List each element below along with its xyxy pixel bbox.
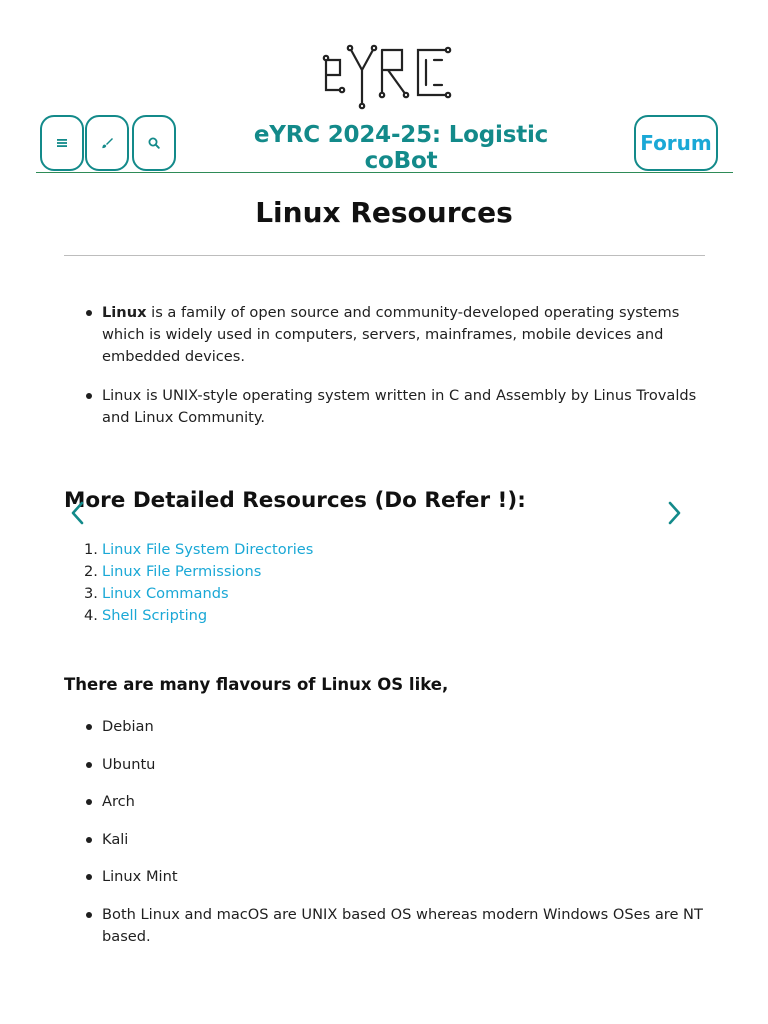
- forum-button[interactable]: Forum: [634, 115, 718, 171]
- search-button[interactable]: [132, 115, 176, 171]
- link-shell-scripting[interactable]: Shell Scripting: [102, 607, 208, 624]
- resources-links: [64, 539, 705, 627]
- chevron-right-icon[interactable]: [662, 498, 686, 528]
- list-item: Debian: [64, 716, 705, 738]
- search-icon: [147, 136, 161, 150]
- link-file-system-directories[interactable]: Linux File System Directories: [102, 541, 314, 558]
- list-item: 1. Linux File System Directories: [84, 541, 314, 558]
- list-item: Kali: [64, 829, 705, 851]
- list-item: 3. Linux Commands: [84, 585, 229, 602]
- list-item: Linux Mint: [64, 866, 705, 888]
- list-item: 4. Shell Scripting: [84, 607, 208, 624]
- link-linux-commands[interactable]: Linux Commands: [102, 585, 229, 602]
- flavours-section: [64, 716, 705, 963]
- divider: [64, 255, 705, 256]
- list-item: [64, 302, 705, 368]
- list-item: Arch: [64, 791, 705, 813]
- top-navigation-bar: [36, 112, 733, 173]
- linux-term: Linux: [102, 304, 147, 321]
- intro-text-1: is a family of open source and community-developed operating systems which is widely used in computers, servers, mainframes, mobile devices and embedded devices.: [102, 304, 680, 365]
- link-file-permissions[interactable]: Linux File Permissions: [102, 563, 262, 580]
- menu-button[interactable]: [40, 115, 84, 171]
- flavours-heading: There are many flavours of Linux OS like,: [64, 675, 449, 694]
- page-title: Linux Resources: [255, 196, 513, 229]
- list-item: 2. Linux File Permissions: [84, 563, 262, 580]
- intro-text-2: Linux is UNIX-style operating system written in C and Assembly by Linus Trovalds and Linux Community.: [102, 387, 697, 426]
- theme-button[interactable]: [85, 115, 129, 171]
- list-item: Both Linux and macOS are UNIX based OS whereas modern Windows OSes are NT based.: [64, 904, 705, 948]
- chevron-left-icon[interactable]: [66, 498, 90, 528]
- list-item: Ubuntu: [64, 754, 705, 776]
- site-title[interactable]: eYRC 2024-25: Logistic coBot: [253, 122, 549, 174]
- list-item: [64, 385, 705, 429]
- paintbrush-icon: [100, 136, 114, 150]
- intro-section: [64, 302, 705, 446]
- resources-heading: More Detailed Resources (Do Refer !):: [64, 488, 526, 513]
- eyrc-logo[interactable]: [318, 40, 458, 110]
- menu-icon: [55, 136, 69, 150]
